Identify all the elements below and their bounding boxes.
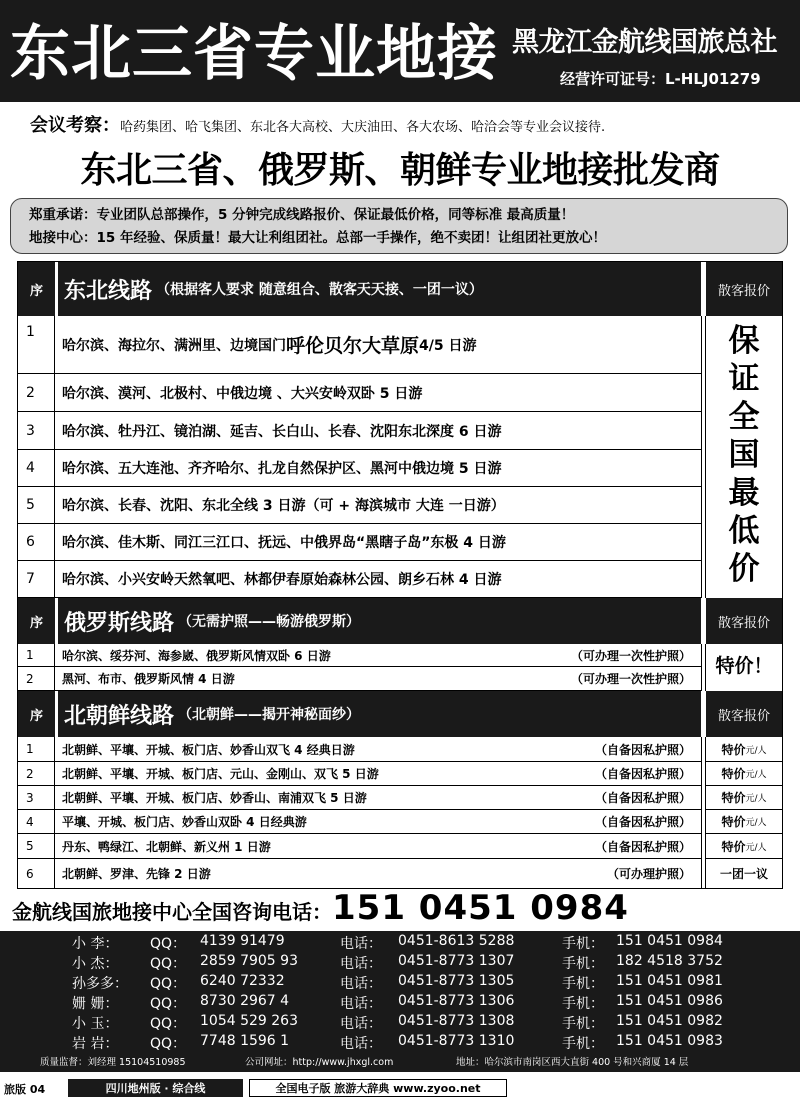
korea-price bbox=[706, 737, 782, 762]
agency-name: 黑龙江金航线国旅总社 bbox=[512, 27, 777, 58]
row-number: 1 bbox=[18, 644, 55, 666]
korea-price bbox=[706, 810, 782, 834]
passport-note: （自备因私护照） bbox=[594, 815, 691, 829]
price-text: 特价 bbox=[721, 742, 746, 757]
price-header: 散客报价 bbox=[706, 691, 782, 737]
contact-name: 小 李： bbox=[72, 936, 119, 952]
promise-line-2: 地接中心：15 年经验、保质量！最大让利组团社。总部一手操作，绝不卖团！让组团社更放心！ bbox=[29, 230, 606, 246]
mobile-label: 手机： bbox=[562, 976, 604, 992]
tel-number: 0451-8773 1306 bbox=[398, 993, 515, 1009]
row-number: 4 bbox=[18, 810, 55, 833]
page-bar bbox=[0, 1076, 800, 1100]
consult-line bbox=[12, 888, 629, 928]
website: 公司网址：http://www.jhxgl.com bbox=[245, 1057, 394, 1068]
column-divider bbox=[705, 316, 706, 598]
table-row bbox=[18, 644, 701, 667]
qq-label: QQ： bbox=[150, 996, 187, 1012]
address: 地址：哈尔滨市南岗区西大直街 400 号和兴商厦 14 层 bbox=[456, 1057, 689, 1068]
table-row bbox=[18, 737, 701, 762]
mobile-number: 151 0451 0982 bbox=[616, 1013, 723, 1029]
korea-price bbox=[706, 786, 782, 810]
row-number: 2 bbox=[18, 667, 55, 690]
tel-number: 0451-8773 1305 bbox=[398, 973, 515, 989]
qq-number: 1054 529 263 bbox=[200, 1013, 298, 1029]
wholesale-headline: 东北三省、俄罗斯、朝鲜专业地接批发商 bbox=[80, 150, 720, 191]
table-row bbox=[18, 412, 701, 450]
passport-note: （可办理护照） bbox=[606, 867, 691, 881]
table-row bbox=[18, 834, 701, 859]
row-number: 7 bbox=[18, 561, 55, 597]
qq-number: 4139 91479 bbox=[200, 933, 285, 949]
route-text-post: 4/5 日游 bbox=[419, 337, 477, 354]
contact-name: 岩 岩： bbox=[72, 1036, 119, 1052]
column-divider bbox=[705, 737, 706, 889]
russia-subtitle: （无需护照——畅游俄罗斯） bbox=[178, 614, 361, 630]
route-text: 北朝鲜、罗津、先锋 2 日游 bbox=[62, 867, 211, 881]
price-text: 特价 bbox=[721, 791, 746, 805]
price-char: 保 bbox=[728, 323, 760, 359]
price-unit: 元/人 bbox=[745, 842, 767, 853]
row-number: 2 bbox=[18, 374, 55, 411]
passport-note: （可办理一次性护照） bbox=[570, 648, 691, 663]
price-text: 特价 bbox=[721, 839, 746, 854]
row-number: 3 bbox=[18, 786, 55, 809]
tel-number: 0451-8773 1310 bbox=[398, 1033, 515, 1049]
price-text: 特价 bbox=[721, 767, 746, 781]
mobile-label: 手机： bbox=[562, 1036, 604, 1052]
row-number: 1 bbox=[18, 316, 55, 373]
tel-number: 0451-8613 5288 bbox=[398, 933, 515, 949]
table-row bbox=[18, 316, 701, 374]
price-char: 全 bbox=[728, 399, 760, 435]
route-text: 平壤、开城、板门店、妙香山双卧 4 日经典游 bbox=[62, 815, 307, 829]
korea-price bbox=[706, 762, 782, 786]
mobile-label: 手机： bbox=[562, 936, 604, 952]
russia-header bbox=[18, 598, 782, 644]
tel-label: 电话： bbox=[340, 1036, 382, 1052]
route-highlight: 呼伦贝尔大草原 bbox=[286, 335, 420, 357]
price-char: 国 bbox=[728, 437, 760, 473]
row-number: 5 bbox=[18, 834, 55, 858]
route-text: 哈尔滨、五大连池、齐齐哈尔、扎龙自然保护区、黑河中俄边境 5 日游 bbox=[62, 461, 502, 477]
row-number: 1 bbox=[18, 737, 55, 761]
route-text: 北朝鲜、平壤、开城、板门店、元山、金刚山、双飞 5 日游 bbox=[62, 767, 379, 781]
price-text: 一团一议 bbox=[719, 867, 768, 881]
header-banner bbox=[0, 0, 800, 102]
seq-header: 序 bbox=[18, 691, 55, 737]
row-number: 5 bbox=[18, 487, 55, 523]
price-char: 价 bbox=[728, 551, 760, 587]
qq-label: QQ： bbox=[150, 936, 187, 952]
promise-box bbox=[10, 198, 788, 254]
passport-note: （自备因私护照） bbox=[594, 767, 691, 781]
table-row bbox=[18, 561, 701, 598]
contact-name: 小 杰： bbox=[72, 956, 119, 972]
row-number: 2 bbox=[18, 762, 55, 785]
northeast-title-cell bbox=[58, 262, 701, 316]
route-text: 哈尔滨、漠河、北极村、中俄边境 、大兴安岭双卧 5 日游 bbox=[62, 385, 423, 402]
contact-name: 孙多多： bbox=[72, 976, 128, 992]
contacts-panel bbox=[0, 931, 800, 1072]
price-char: 证 bbox=[728, 361, 760, 397]
passport-note: （自备因私护照） bbox=[594, 839, 691, 854]
route-text: 北朝鲜、平壤、开城、板门店、妙香山双飞 4 经典日游 bbox=[62, 742, 355, 757]
consult-label: 金航线国旅地接中心全国咨询电话： bbox=[12, 900, 332, 924]
tel-number: 0451-8773 1308 bbox=[398, 1013, 515, 1029]
russia-price: 特价！ bbox=[715, 655, 773, 677]
tel-label: 电话： bbox=[340, 976, 382, 992]
qq-number: 7748 1596 1 bbox=[200, 1033, 290, 1049]
route-text bbox=[62, 316, 477, 373]
passport-note: （自备因私护照） bbox=[594, 742, 691, 757]
mobile-label: 手机： bbox=[562, 956, 604, 972]
russia-title-cell bbox=[58, 598, 701, 644]
brand-label: 全国电子版 旅游大辞典 www.zyoo.net bbox=[249, 1079, 507, 1097]
price-unit: 元/人 bbox=[745, 794, 767, 804]
table-row bbox=[18, 762, 701, 786]
table-row bbox=[18, 786, 701, 810]
contact-row bbox=[0, 993, 800, 1013]
promise-line-1: 郑重承诺：专业团队总部操作，5 分钟完成线路报价、保证最低价格，同等标准 最高质量！ bbox=[29, 207, 575, 223]
price-header: 散客报价 bbox=[706, 262, 782, 316]
tel-label: 电话： bbox=[340, 996, 382, 1012]
korea-price bbox=[706, 859, 782, 888]
northeast-header bbox=[18, 262, 782, 316]
korea-price bbox=[706, 834, 782, 859]
route-text: 北朝鲜、平壤、开城、板门店、妙香山、南浦双飞 5 日游 bbox=[62, 791, 367, 805]
price-header: 散客报价 bbox=[706, 598, 782, 644]
russia-title: 俄罗斯线路 bbox=[64, 610, 175, 636]
qq-number: 8730 2967 4 bbox=[200, 993, 290, 1009]
row-number: 4 bbox=[18, 450, 55, 486]
consult-phone: 151 0451 0984 bbox=[332, 888, 629, 928]
meeting-line bbox=[30, 111, 605, 137]
table-row bbox=[18, 667, 701, 691]
mobile-number: 182 4518 3752 bbox=[616, 953, 723, 969]
license-number: 经营许可证号：L-HLJ01279 bbox=[560, 70, 761, 88]
row-number: 3 bbox=[18, 412, 55, 449]
row-number: 6 bbox=[18, 859, 55, 888]
edition-label: 四川地州版 · 综合线 bbox=[68, 1079, 243, 1097]
route-text-pre: 哈尔滨、海拉尔、满洲里、边境国门 bbox=[62, 337, 286, 354]
price-text: 特价 bbox=[721, 815, 746, 829]
table-row bbox=[18, 450, 701, 487]
page-number: 旅版 04 bbox=[4, 1083, 46, 1096]
northeast-price bbox=[706, 322, 782, 588]
tel-number: 0451-8773 1307 bbox=[398, 953, 515, 969]
quality-supervisor: 质量监督：刘经理 15104510985 bbox=[40, 1057, 186, 1068]
price-unit: 元/人 bbox=[745, 770, 767, 780]
passport-note: （可办理一次性护照） bbox=[570, 672, 691, 686]
route-text: 哈尔滨、牡丹江、镜泊湖、延吉、长白山、长春、沈阳东北深度 6 日游 bbox=[62, 423, 502, 440]
qq-label: QQ： bbox=[150, 956, 187, 972]
mobile-number: 151 0451 0983 bbox=[616, 1033, 723, 1049]
seq-header: 序 bbox=[18, 598, 55, 644]
route-text: 丹东、鸭绿江、北朝鲜、新义州 1 日游 bbox=[62, 839, 271, 854]
table-row bbox=[18, 374, 701, 412]
northeast-title: 东北线路 bbox=[64, 278, 153, 304]
contact-row bbox=[0, 973, 800, 993]
korea-title: 北朝鲜线路 bbox=[64, 703, 175, 729]
table-row bbox=[18, 810, 701, 834]
korea-header bbox=[18, 691, 782, 737]
qq-label: QQ： bbox=[150, 976, 187, 992]
contact-row bbox=[0, 1013, 800, 1033]
contact-name: 小 玉： bbox=[72, 1016, 119, 1032]
price-unit: 元/人 bbox=[745, 818, 767, 828]
price-char: 低 bbox=[728, 513, 760, 549]
route-text: 黑河、布市、俄罗斯风情 4 日游 bbox=[62, 672, 235, 686]
qq-label: QQ： bbox=[150, 1016, 187, 1032]
column-divider bbox=[701, 737, 702, 889]
seq-header: 序 bbox=[18, 262, 55, 316]
main-title: 东北三省专业地接 bbox=[10, 19, 498, 89]
table-row bbox=[18, 524, 701, 561]
row-number: 6 bbox=[18, 524, 55, 560]
mobile-label: 手机： bbox=[562, 996, 604, 1012]
contact-row bbox=[0, 933, 800, 953]
meeting-text: 哈药集团、哈飞集团、东北各大高校、大庆油田、各大农场、哈洽会等专业会议接待. bbox=[120, 120, 606, 135]
table-row bbox=[18, 487, 701, 524]
qq-number: 2859 7905 93 bbox=[200, 953, 298, 969]
column-divider bbox=[705, 644, 706, 691]
mobile-number: 151 0451 0986 bbox=[616, 993, 723, 1009]
contact-row bbox=[0, 953, 800, 973]
price-unit: 元/人 bbox=[745, 745, 767, 756]
mobile-number: 151 0451 0981 bbox=[616, 973, 723, 989]
contact-name: 姗 姗： bbox=[72, 996, 119, 1012]
qq-number: 6240 72332 bbox=[200, 973, 285, 989]
route-text: 哈尔滨、小兴安岭天然氧吧、林都伊春原始森林公园、朗乡石林 4 日游 bbox=[62, 572, 502, 588]
passport-note: （自备因私护照） bbox=[594, 791, 691, 805]
price-char: 最 bbox=[728, 475, 760, 511]
tel-label: 电话： bbox=[340, 1016, 382, 1032]
tel-label: 电话： bbox=[340, 936, 382, 952]
contact-row bbox=[0, 1033, 800, 1053]
table-row bbox=[18, 859, 701, 888]
mobile-label: 手机： bbox=[562, 1016, 604, 1032]
route-table bbox=[17, 261, 783, 889]
route-text: 哈尔滨、佳木斯、同江三江口、抚远、中俄界岛“黑瞎子岛”东极 4 日游 bbox=[62, 535, 506, 551]
meeting-label: 会议考察： bbox=[30, 115, 120, 136]
mobile-number: 151 0451 0984 bbox=[616, 933, 723, 949]
korea-title-cell bbox=[58, 691, 701, 737]
qq-label: QQ： bbox=[150, 1036, 187, 1052]
column-divider bbox=[701, 644, 702, 691]
northeast-subtitle: （根据客人要求 随意组合、散客天天接、一团一议） bbox=[156, 282, 483, 298]
route-text: 哈尔滨、长春、沈阳、东北全线 3 日游（可 + 海滨城市 大连 一日游） bbox=[62, 498, 505, 514]
route-text: 哈尔滨、绥芬河、海参崴、俄罗斯风情双卧 6 日游 bbox=[62, 648, 331, 663]
korea-subtitle: （北朝鲜——揭开神秘面纱） bbox=[178, 707, 361, 723]
column-divider bbox=[701, 316, 702, 598]
tel-label: 电话： bbox=[340, 956, 382, 972]
